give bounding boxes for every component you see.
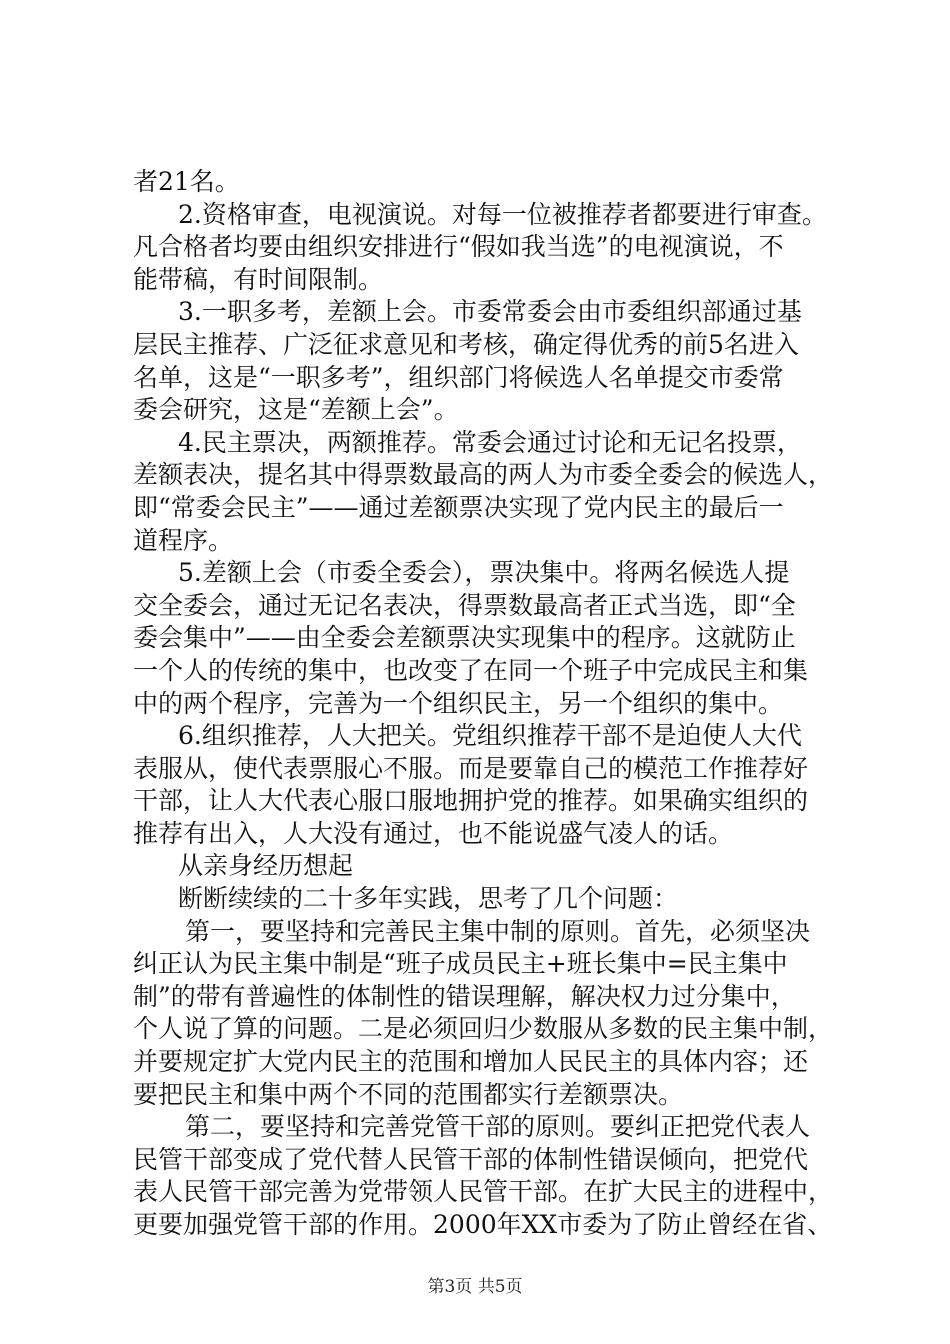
- text-line: 即“常委会民主”——通过差额票决实现了党内民主的最后一: [133, 492, 784, 522]
- text-line: 断断续续的二十多年实践，思考了几个问题：: [178, 884, 679, 914]
- text-line: 4.民主票决，两额推荐。常委会通过讨论和无记名投票，: [178, 427, 802, 457]
- text-line: 者21名。: [133, 167, 240, 196]
- text-line: 个人说了算的问题。二是必须回归少数服从多数的民主集中制，: [133, 1014, 833, 1044]
- text-line: 从亲身经历想起: [178, 851, 354, 881]
- text-line: 第二，要坚持和完善党管干部的原则。要纠正把党代表人: [185, 1112, 811, 1142]
- text-line: 交全委会，通过无记名表决，得票数最高者正式当选，即“全: [133, 590, 796, 620]
- document-body: [133, 166, 833, 1242]
- text-line: 第一，要坚持和完善民主集中制的原则。首先，必须坚决: [185, 916, 811, 946]
- text-line: 道程序。: [133, 525, 234, 555]
- text-line: 制”的带有普遍性的体制性的错误理解，解决权力过分集中，: [133, 981, 796, 1011]
- text-line: 2.资格审查，电视演说。对每一位被推荐者都要进行审查。: [178, 199, 827, 229]
- text-line: 委会集中”——由全委会差额票决实现集中的程序。这就防止: [133, 623, 796, 653]
- text-line: 一个人的传统的集中，也改变了在同一个班子中完成民主和集: [133, 655, 809, 685]
- text-line: 5.差额上会（市委全委会），票决集中。将两名候选人提: [178, 558, 790, 588]
- text-line: 层民主推荐、广泛征求意见和考核，确定得优秀的前5名进入: [133, 329, 799, 359]
- text-line: 差额表决，提名其中得票数最高的两人为市委全委会的候选人，: [133, 460, 833, 490]
- text-line: 中的两个程序，完善为一个组织民主，另一个组织的集中。: [133, 688, 784, 718]
- page-footer: 第3页 共5页: [427, 1277, 523, 1297]
- text-line: 6.组织推荐，人大把关。党组织推荐干部不是迫使人大代: [178, 721, 802, 751]
- text-line: 更要加强党管干部的作用。2000年XX市委为了防止曾经在省、: [133, 1210, 833, 1239]
- text-line: 纠正认为民主集中制是“班子成员民主+班长集中=民主集中: [133, 949, 788, 979]
- text-line: 并要规定扩大党内民主的范围和增加人民民主的具体内容；还: [133, 1047, 809, 1077]
- text-line: 名单，这是“一职多考”，组织部门将候选人名单提交市委常: [133, 362, 784, 392]
- text-line: 推荐有出入，人大没有通过，也不能说盛气凌人的话。: [133, 818, 734, 848]
- text-line: 表服从，使代表票服心不服。而是要靠自己的模范工作推荐好: [133, 753, 809, 783]
- text-line: 民管干部变成了党代替人民管干部的体制性错误倾向，把党代: [133, 1144, 809, 1174]
- text-line: 干部，让人大代表心服口服地拥护党的推荐。如果确实组织的: [133, 786, 809, 816]
- text-line: 委会研究，这是“差额上会”。: [133, 395, 459, 425]
- text-line: 要把民主和集中两个不同的范围都实行差额票决。: [133, 1079, 684, 1109]
- text-line: 能带稿，有时间限制。: [133, 264, 384, 294]
- text-line: 3.一职多考，差额上会。市委常委会由市委组织部通过基: [178, 297, 802, 327]
- text-line: 凡合格者均要由组织安排进行“假如我当选”的电视演说，不: [133, 232, 784, 262]
- text-line: 表人民管干部完善为党带领人民管干部。在扩大民主的进程中，: [133, 1177, 833, 1207]
